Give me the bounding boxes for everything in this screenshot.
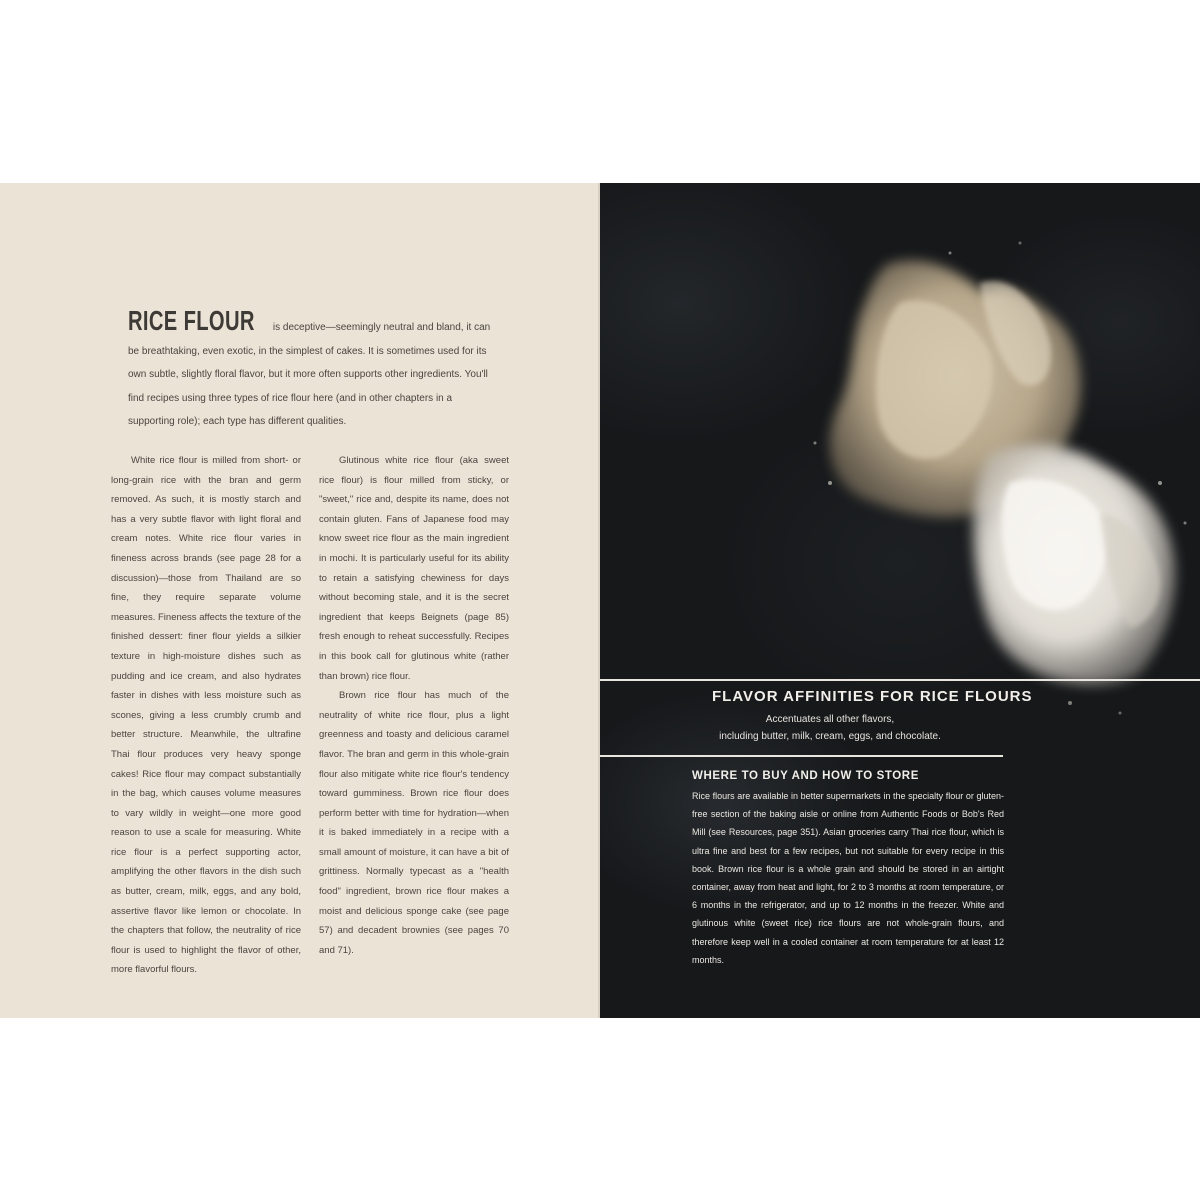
right-page (600, 183, 1200, 1018)
brown-rice-flour-paragraph: Brown rice flour has much of the neutrality of white rice flour, plus a light greenness and toasty and delicious caramel flavor. The bran and germ in this whole-grain flour also mitigate white rice flour's tendency toward gumminess. Brown rice flour does perform better with time for hydration—when it is baked immediately in a recipe with a small amount of moisture, it can have a bit of grittiness. Normally typecast as a "health food" ingredient, brown rice flour makes a moist and delicious sponge cake (see page 57) and decadent brownies (see pages 70 and 71). (319, 690, 509, 956)
divider-top (600, 679, 1200, 681)
white-rice-flour-paragraph: White rice flour is milled from short- or long-grain rice with the bran and germ removed. As such, it is mostly starch and has a very subtle flavor with light floral and cream notes. White rice flour varies in fineness across brands (see page 28 for a discussion)—those from Thailand are so fine, they require separate volume measures. Fineness affects the texture of the finished dessert: finer flour yields a silkier texture in high-moisture dishes such as pudding and ice cream, and also hydrates faster in dishes with less moisture such as scones, giving a less crumbly crumb and better structure. Meanwhile, the ultrafine Thai flour produces very heavy sponge cakes! Rice flour may compact substantially in the bag, which causes volume measures to vary wildly in weight—one more good reason to use a scale for measuring. White rice flour is a perfect supporting actor, amplifying the other flavors in the dish such as butter, cream, milk, eggs, and any bold, assertive flavor like lemon or chocolate. In the chapters that follow, the neutrality of rice flour is used to highlight the flavor of other, more flavorful flours. (111, 455, 301, 976)
store-title: WHERE TO BUY AND HOW TO STORE (692, 770, 919, 782)
text-column-1 (111, 451, 301, 980)
divider-middle (600, 755, 1003, 757)
affinities-line-1: Accentuates all other flavors, (765, 714, 895, 725)
affinities-line-2: including butter, milk, cream, eggs, and chocolate. (719, 731, 941, 742)
page-title: RICE FLOUR (128, 305, 255, 336)
intro-text: is deceptive—seemingly neutral and bland, it can be breathtaking, even exotic, in the simplest of cakes. It is sometimes used for its own subtle, slightly floral flavor, but it more often supports other ingredients. You'll find recipes using three types of rice flour here (and in other chapters in a supporting role); each type has different qualities. (128, 322, 491, 428)
left-page (0, 183, 598, 1018)
book-spread (0, 183, 1200, 1018)
text-column-2 (319, 451, 509, 960)
white-flour-pile (973, 444, 1175, 685)
glutinous-rice-flour-paragraph: Glutinous white rice flour (aka sweet rice flour) is flour milled from sticky, or "sweet," rice and, despite its name, does not contain gluten. Fans of Japanese food may know sweet rice flour as the main ingredient in mochi. It is particularly useful for its ability to retain a satisfying chewiness for days without becoming stale, and it is the secret ingredient that keeps Beignets (page 85) fresh enough to reheat successfully. Recipes in this book call for glutinous white (rather than brown) rice flour. (319, 455, 509, 682)
affinities-title: FLAVOR AFFINITIES FOR RICE FLOURS (712, 688, 1033, 705)
store-text: Rice flours are available in better supermarkets in the specialty flour or gluten-free section of the baking aisle or online from Authentic Foods or Bob's Red Mill (see Resources, page 351). Asian groceries carry Thai rice flour, which is ultra fine and best for a few recipes, but not suitable for every recipe in this book. Brown rice flour is a whole grain and should be stored in an airtight container, away from heat and light, for 2 to 3 months at room temperature, or 6 months in the refrigerator, and up to 12 months in the freezer. White and glutinous white (sweet rice) rice flours are not whole-grain flours, and therefore keep well in a cooled container at room temperature for at least 12 months. (692, 791, 1004, 965)
affinities-text (670, 711, 990, 745)
intro-paragraph (128, 305, 498, 434)
